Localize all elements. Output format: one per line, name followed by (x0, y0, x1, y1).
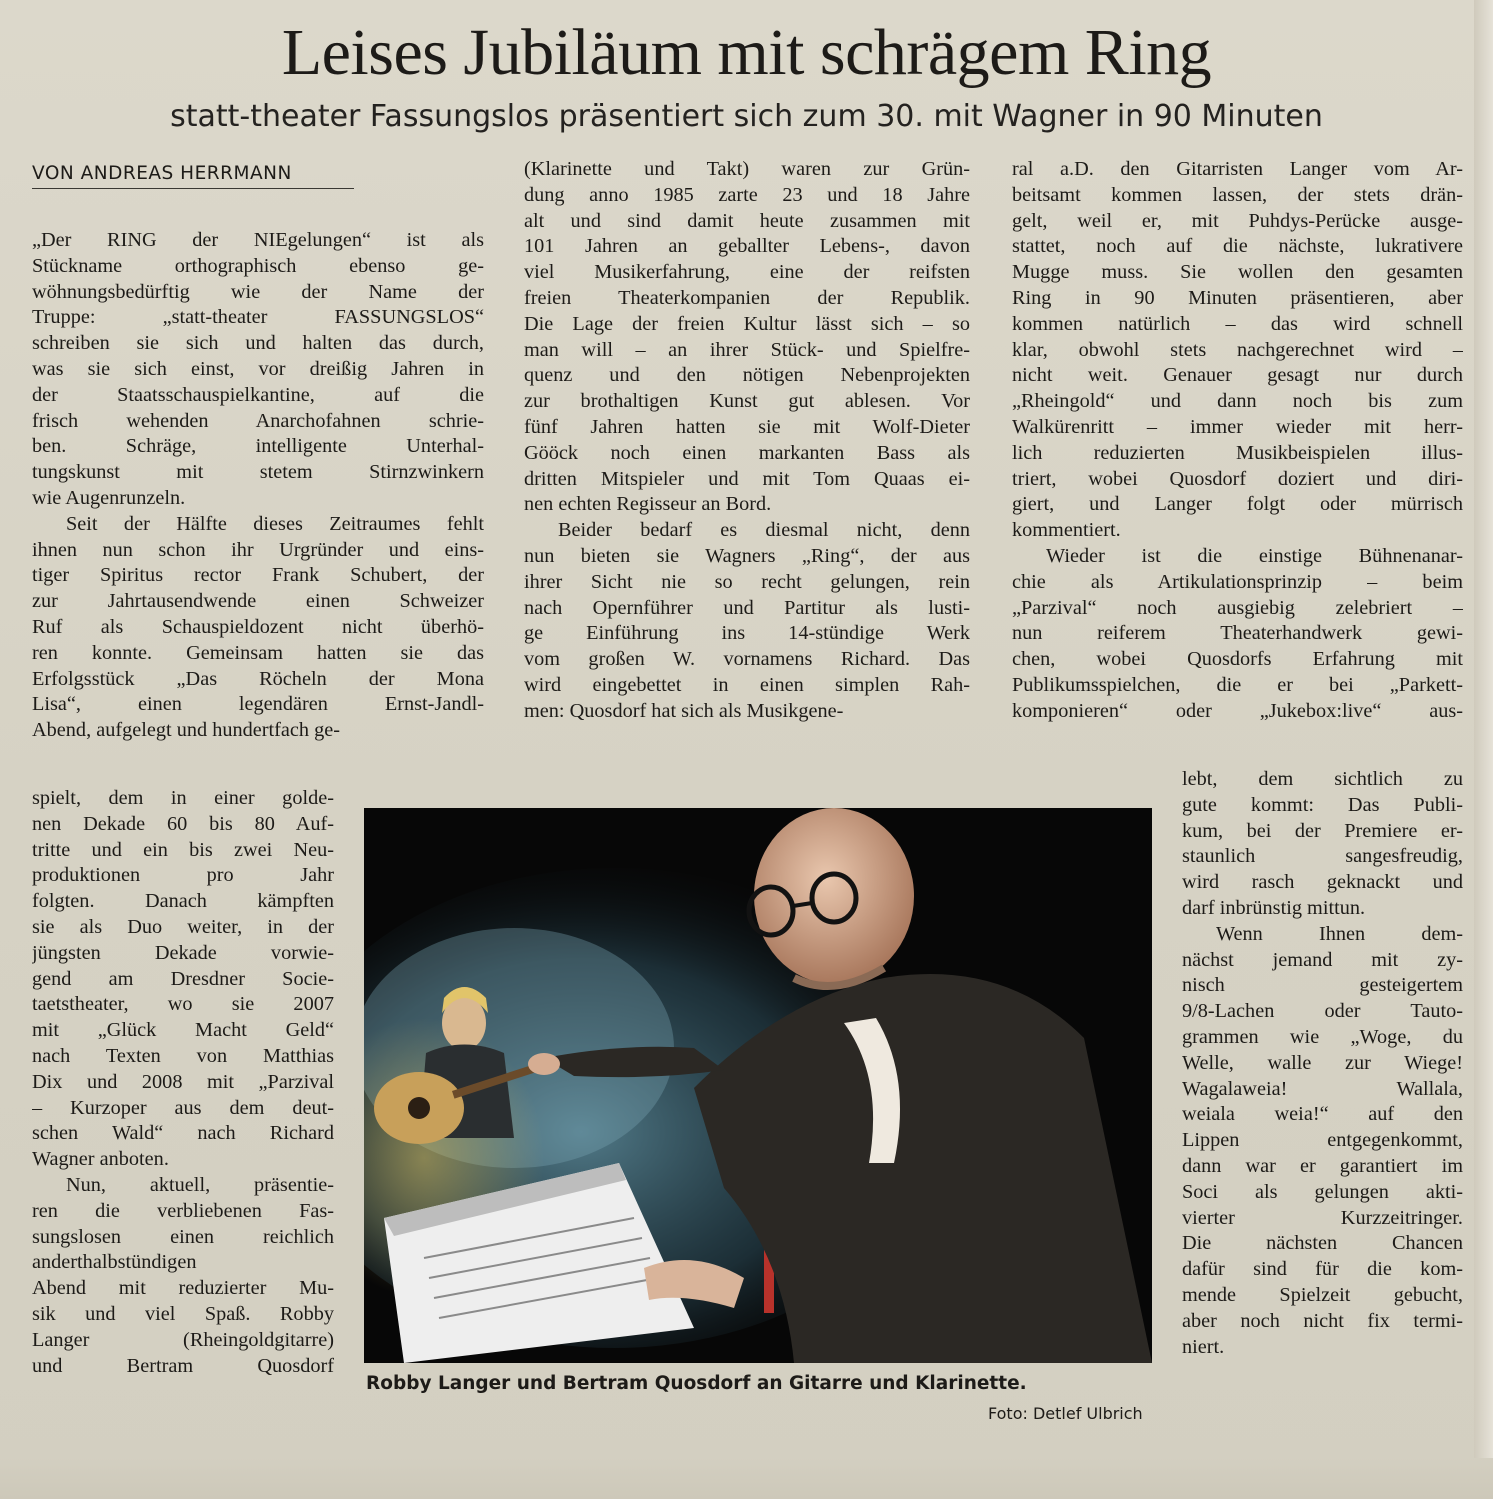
photo-caption: Robby Langer und Bertram Quosdorf an Gitarre und Klarinette. (366, 1373, 1027, 1394)
article-text-line: lebt, dem sichtlich zu (1182, 768, 1463, 790)
scan-edge-right (1474, 0, 1493, 1499)
article-text-line: nun bieten sie Wagners „Ring“, der aus (524, 544, 970, 567)
article-text-line: weiala weia!“ auf den (1182, 1103, 1463, 1126)
article-text-line: staunlich sangesfreudig, (1182, 845, 1463, 868)
article-text-line: ral a.D. den Gitarristen Langer vom Ar- (1012, 158, 1463, 180)
subheadline: statt-theater Fassungslos präsentiert sich zum 30. mit Wagner in 90 Minuten (170, 99, 1323, 134)
article-text-line: wie Augenrunzeln. (32, 486, 186, 509)
article-text-line: Ruf als Schauspieldozent nicht überhö- (32, 615, 484, 638)
article-text-line: vom großen W. vornamens Richard. Das (524, 648, 970, 671)
article-text-line: nach Opernführer und Partitur als lusti- (524, 596, 970, 619)
article-text-line: jüngsten Dekade vorwie- (32, 941, 334, 964)
article-text-line: tiger Spiritus rector Frank Schubert, der (32, 564, 484, 587)
article-text-line: „Rheingold“ und dann noch bis zum (1012, 390, 1463, 413)
article-text-line: giert, und Langer folgt oder mürrisch (1012, 493, 1463, 516)
article-text-line: wird rasch geknackt und (1182, 871, 1463, 894)
article-text-line: dritten Mitspieler und mit Tom Quaas ei- (524, 467, 970, 490)
article-text-line: kommentiert. (1012, 519, 1121, 542)
article-text-line: lich reduzierten Musikbeispielen illus- (1012, 441, 1463, 464)
article-text-line: chen, wobei Quosdorfs Erfahrung mit (1012, 648, 1463, 671)
column-3-top (1012, 157, 1463, 725)
article-text-line: Soci als gelungen akti- (1182, 1180, 1463, 1203)
article-text-line: nun reiferem Theaterhandwerk gewi- (1012, 622, 1463, 645)
article-text-line: freien Theaterkompanien der Republik. (524, 286, 970, 309)
article-text-line: mende Spielzeit gebucht, (1182, 1283, 1463, 1306)
article-text-line: grammen wie „Woge, du (1182, 1025, 1463, 1048)
article-text-line: vierter Kurzzeitringer. (1182, 1206, 1463, 1229)
article-text-line: darf inbrünstig mittun. (1182, 896, 1366, 919)
article-text-line: ge Einführung ins 14-stündige Werk (524, 622, 970, 645)
article-text-line: viel Musikerfahrung, eine der reifsten (524, 261, 970, 284)
article-text-line: was sie sich einst, vor dreißig Jahren in (32, 357, 484, 380)
article-text-line: produktionen pro Jahr (32, 864, 334, 887)
scan-edge-bottom (0, 1458, 1493, 1499)
photo-credit: Foto: Detlef Ulbrich (988, 1404, 1143, 1423)
stage-photo (364, 808, 1152, 1363)
stage-photo-illustration (364, 808, 1152, 1363)
article-text-line: Wieder ist die einstige Bühnenanar- (1046, 544, 1463, 567)
article-text-line: nach Texten von Matthias (32, 1044, 334, 1067)
article-text-line: Die nächsten Chancen (1182, 1232, 1463, 1255)
article-text-line: (Klarinette und Takt) waren zur Grün- (524, 158, 970, 180)
article-text-line: Mugge muss. Sie wollen den gesamten (1012, 261, 1463, 284)
column-1-bottom (32, 786, 334, 1379)
article-text-line: Seit der Hälfte dieses Zeitraumes fehlt (66, 512, 484, 535)
article-text-line: ren konnte. Gemeinsam hatten sie das (32, 641, 484, 664)
article-text-line: Beider bedarf es diesmal nicht, denn (558, 519, 970, 542)
article-text-line: zur brothaltigen Kunst gut ablesen. Vor (524, 390, 970, 413)
article-text-line: nen Dekade 60 bis 80 Auf- (32, 812, 334, 835)
article-text-line: Wagalaweia! Wallala, (1182, 1077, 1463, 1100)
article-text-line: Nun, aktuell, präsentie- (66, 1173, 334, 1196)
article-text-line: Wagner anboten. (32, 1148, 169, 1171)
article-text-line: – Kurzoper aus dem deut- (32, 1096, 334, 1119)
article-text-line: Welle, walle zur Wiege! (1182, 1051, 1463, 1074)
article-text-line: Gööck noch einen markanten Bass als (524, 441, 970, 464)
article-text-line: Langer (Rheingoldgitarre) (32, 1328, 334, 1351)
article-text-line: Erfolgsstück „Das Röcheln der Mona (32, 667, 484, 690)
article-text-line: anderthalbstündigen (32, 1251, 197, 1274)
article-text-line: Abend mit reduzierter Mu- (32, 1277, 334, 1300)
article-text-line: ihnen nun schon ihr Urgründer und eins- (32, 538, 484, 561)
article-text-line: „Der RING der NIEgelungen“ ist als (32, 229, 484, 251)
column-3-bottom (1182, 767, 1463, 1360)
article-text-line: folgten. Danach kämpften (32, 890, 334, 913)
article-text-line: men: Quosdorf hat sich als Musikgene- (524, 699, 844, 722)
article-text-line: dung anno 1985 zarte 23 und 18 Jahre (524, 183, 970, 206)
article-text-line: spielt, dem in einer golde- (32, 787, 334, 809)
article-text-line: quenz und den nötigen Nebenprojekten (524, 364, 970, 387)
article-text-line: Lippen entgegenkommt, (1182, 1129, 1463, 1152)
article-text-line: chie als Artikulationsprinzip – beim (1012, 570, 1463, 593)
article-text-line: sungslosen einen reichlich (32, 1225, 334, 1248)
article-text-line: nicht weit. Genauer gesagt nur durch (1012, 364, 1463, 387)
headline: Leises Jubiläum mit schrägem Ring (281, 16, 1212, 89)
article-text-line: Stückname orthographisch ebenso ge- (32, 254, 484, 277)
byline: VON ANDREAS HERRMANN (32, 163, 292, 184)
article-text-line: Truppe: „statt-theater FASSUNGSLOS“ (32, 306, 484, 329)
article-text-line: Lisa“, einen legendären Ernst-Jandl- (32, 693, 484, 716)
article-text-line: dann war er garantiert im (1182, 1154, 1463, 1177)
article-text-line: schreiben sie sich und halten das durch, (32, 332, 484, 355)
article-text-line: Abend, aufgelegt und hundertfach ge- (32, 719, 341, 742)
article-text-line: stattet, noch auf die nächste, lukrativere (1012, 235, 1463, 258)
article-text-line: gelt, weil er, mit Puhdys-Perücke ausge- (1012, 209, 1463, 232)
article-text-line: ben. Schräge, intelligente Unterhal- (32, 435, 484, 458)
article-text-line: niert. (1182, 1335, 1225, 1358)
article-text-line: tungskunst mit stetem Stirnzwinkern (32, 461, 484, 484)
article-text-line: wöhnungsbedürftig wie der Name der (32, 280, 484, 303)
article-text-line: und Bertram Quosdorf (32, 1354, 334, 1377)
article-text-line: gend am Dresdner Socie- (32, 967, 334, 990)
article-text-line: Die Lage der freien Kultur lässt sich – so (524, 312, 970, 335)
article-text-line: sie als Duo weiter, in der (32, 915, 334, 938)
article-text-line: nächst jemand mit zy- (1182, 948, 1463, 971)
article-text-line: nen echten Regisseur an Bord. (524, 493, 772, 516)
article-text-line: „Parzival“ noch ausgiebig zelebriert – (1012, 596, 1463, 619)
article-text-line: nisch gesteigertem (1182, 974, 1463, 997)
article-text-line: wird eingebettet in einen simplen Rah- (524, 673, 970, 696)
article-text-line: 101 Jahren an geballter Lebens-, davon (524, 235, 970, 258)
article-text-line: klar, obwohl stets nachgerechnet wird – (1012, 338, 1463, 361)
article-text-line: Wenn Ihnen dem- (1216, 922, 1463, 945)
column-2 (524, 157, 970, 725)
article-text-line: mit „Glück Macht Geld“ (32, 1019, 334, 1042)
article-text-line: zur Jahrtausendwende einen Schweizer (32, 590, 484, 613)
article-text-line: kum, bei der Premiere er- (1182, 819, 1463, 842)
article-text-line: ihrer Sicht nie so recht gelungen, rein (524, 570, 970, 593)
article-text-line: ren die verbliebenen Fas- (32, 1199, 334, 1222)
article-text-line: taetstheater, wo sie 2007 (32, 993, 334, 1016)
article-text-line: 9/8-Lachen oder Tauto- (1182, 1000, 1463, 1023)
article-text-line: triert, wobei Quosdorf doziert und diri- (1012, 467, 1463, 490)
article-text-line: man will – an ihrer Stück- und Spielfre- (524, 338, 970, 361)
article-text-line: der Staatsschauspielkantine, auf die (32, 383, 484, 406)
column-1-top (32, 228, 484, 744)
article-text-line: Publikumsspielchen, die er bei „Parkett- (1012, 673, 1463, 696)
article-text-line: alt und sind damit heute zusammen mit (524, 209, 970, 232)
article-text-line: komponieren“ oder „Jukebox:live“ aus- (1012, 699, 1463, 722)
article-text-line: tritte und ein bis zwei Neu- (32, 838, 334, 861)
article-text-line: kommen natürlich – das wird schnell (1012, 312, 1463, 335)
article-text-line: gute kommt: Das Publi- (1182, 793, 1463, 816)
article-text-line: aber noch nicht fix termi- (1182, 1309, 1463, 1332)
byline-rule (32, 188, 354, 189)
article-text-line: fünf Jahren hatten sie mit Wolf-Dieter (524, 415, 970, 438)
article-text-line: beitsamt kommen lassen, der stets drän- (1012, 183, 1463, 206)
article-text-line: dafür sind für die kom- (1182, 1258, 1463, 1281)
article-text-line: schen Wald“ nach Richard (32, 1122, 334, 1145)
article-text-line: Ring in 90 Minuten präsentieren, aber (1012, 286, 1463, 309)
article-text-line: frisch wehenden Anarchofahnen schrie- (32, 409, 484, 432)
article-text-line: Walkürenritt – immer wieder mit herr- (1012, 415, 1463, 438)
article-text-line: sik und viel Spaß. Robby (32, 1302, 334, 1325)
article-text-line: Dix und 2008 mit „Parzival (32, 1070, 334, 1093)
